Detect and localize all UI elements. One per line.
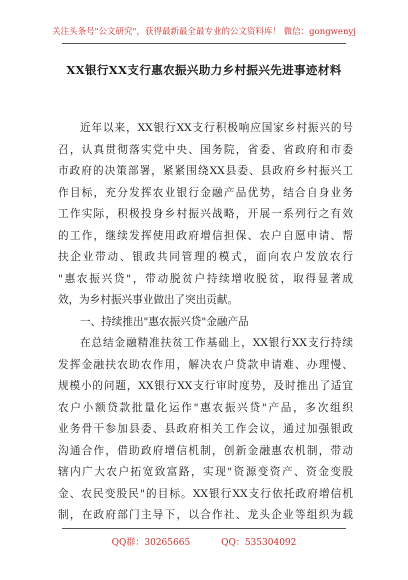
text-line: 扶企业带动、银政共同管理的模式，面向农户发放农行 bbox=[58, 251, 353, 263]
paragraph-2 bbox=[58, 333, 353, 527]
text-line: 召，认真贯彻落实党中央、国务院，省委、省政府和市委 bbox=[58, 143, 353, 156]
header-promo-note: 关注头条号"公文研究"，获得最新最全最专业的公文资料库！ 微信：gongwenyj bbox=[52, 27, 356, 37]
text-line: 发挥金融扶农助农作用，解决农户贷款申请难、办理慢、 bbox=[58, 358, 353, 371]
paragraph-1 bbox=[58, 118, 353, 312]
text-line: 辖内广大农户拓宽致富路，实现"资源变资产、资金变股 bbox=[58, 466, 353, 478]
text-line: "惠农振兴贷"，带动脱贫户持续增收脱贫，取得显著成 bbox=[58, 272, 353, 285]
text-line: 沟通合作，借助政府增信机制，创新金融惠农机制，带动 bbox=[58, 444, 353, 457]
footer-qq-number: QQ：535304092 bbox=[221, 538, 297, 548]
text-line: 规模小的问题，XX银行XX支行审时度势，及时推出了适宜 bbox=[58, 380, 353, 392]
text-line: 农户小额贷款批量化运作"惠农振兴贷"产品，多次组织 bbox=[58, 401, 353, 414]
text-line: 制，在政府部门主导下，以合作社、龙头企业等组织为载 bbox=[58, 509, 353, 521]
document-title: XX银行XX支行惠农振兴助力乡村振兴先进事迹材料 bbox=[66, 63, 342, 77]
footer-qq-group: QQ群：30265665 bbox=[111, 538, 191, 548]
text-line: 市政府的决策部署，紧紧围绕XX县委、县政府乡村振兴工 bbox=[58, 165, 353, 177]
header-divider bbox=[62, 43, 346, 44]
section-heading: 一、持续推出"惠农振兴贷"金融产品 bbox=[80, 315, 249, 328]
text-line: 作目标，充分发挥农业银行金融产品优势，结合自身业务 bbox=[58, 186, 353, 199]
text-line: 金、农民变股民"的目标。XX银行XX支行依托政府增信机 bbox=[58, 487, 353, 500]
footer-contact bbox=[0, 535, 408, 548]
text-line: 在总结金融精准扶贫工作基础上，XX银行XX支行持续 bbox=[80, 337, 353, 349]
text-line: 业务骨干参加县委、县政府相关工作会议，通过加强银政 bbox=[58, 423, 353, 435]
text-line: 的工作，继续发挥使用政府增信担保、农户自愿申请、帮 bbox=[58, 229, 353, 242]
text-line: 近年以来，XX银行XX支行积极响应国家乡村振兴的号 bbox=[80, 122, 353, 134]
text-line: 效，为乡村振兴事业做出了突出贡献。 bbox=[58, 294, 239, 306]
text-line: 工作实际，积极投身乡村振兴战略，开展一系列行之有效 bbox=[58, 208, 353, 220]
document-body bbox=[58, 118, 353, 527]
footer-divider bbox=[62, 528, 346, 529]
